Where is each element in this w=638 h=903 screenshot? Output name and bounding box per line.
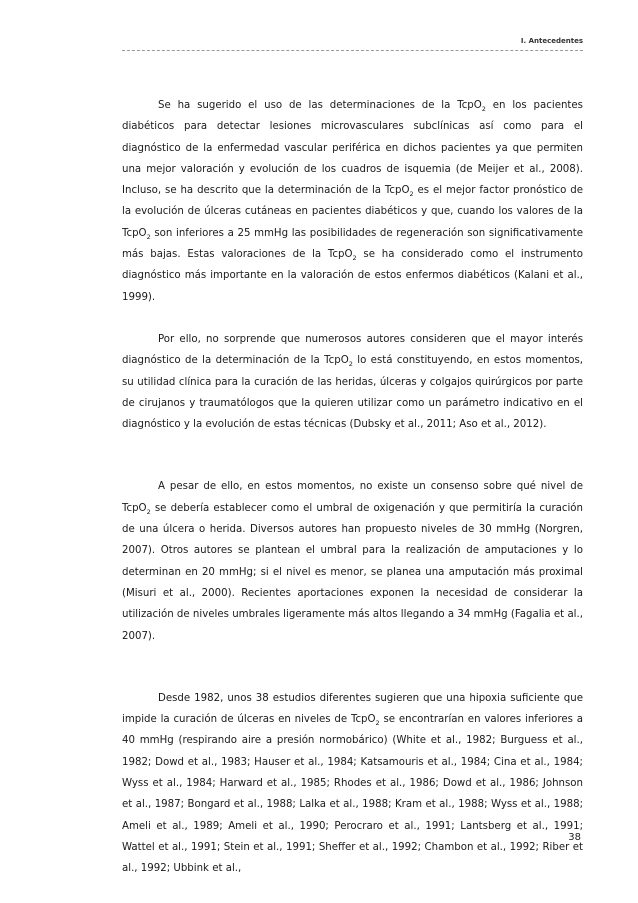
section-header: I. Antecedentes [520,37,583,45]
page-number: 38 [568,832,581,843]
paragraph-3: A pesar de ello, en estos momentos, no existe un consenso sobre qué nivel de TcpO$_2$ se debería establecer como el umbral de oxigenación y que permitiría la curación de una úlcera o herida. Diversos autores han propuesto niveles de 30 mmHg (Norgren, 2007). Otros autores se plantean el umbral para la realización de amputaciones y lo determinan en 20 mmHg; si el nivel es menor, se planea una amputación más proximal (Misuri et al., 2000). Recientes aportaciones exponen la necesidad de considerar la utilización de niveles umbrales ligeramente más altos llegando a 34 mmHg (Fagalia et al., 2007). [122,481,583,642]
paragraph-spacer [122,308,583,329]
document-body [122,95,583,880]
paragraph-2: Por ello, no sorprende que numerosos autores consideren que el mayor interés diagnóstico de la determinación de la TcpO$_2$ lo está constituyendo, en estos momentos, su utilidad clínica para la curación de las heridas, úlceras y colgajos quirúrgicos por parte de cirujanos y traumatólogos que la quieren utilizar como un parámetro indicativo en el diagnóstico y la evolución de estas técnicas (Dubsky et al., 2011; Aso et al., 2012). [122,333,583,431]
header-divider [122,50,583,51]
paragraph-4: Desde 1982, unos 38 estudios diferentes sugieren que una hipoxia suficiente que impide la curación de úlceras en niveles de TcpO$_2$ se encontrarían en valores inferiores a 40 mmHg (respirando aire a presión normobárico) (White et al., 1982; Burguess et al., 1982; Dowd et al., 1983; Hauser et al., 1984; Katsamouris et al., 1984; Cina et al., 1984; Wyss et al., 1984; Harward et al., 1985; Rhodes et al., 1986; Dowd et al., 1986; Johnson et al., 1987; Bongard et al., 1988; Lalka et al., 1988; Kram et al., 1988; Wyss et al., 1988; Ameli et al., 1989; Ameli et al., 1990; Perocraro et al., 1991; Lantsberg et al., 1991; Wattel et al., 1991; Stein et al., 1991; Sheffer et al., 1992; Chambon et al., 1992; Riber et al., 1992; Ubbink et al., [122,692,583,875]
paragraph-spacer [122,435,583,476]
paragraph-1: Se ha sugerido el uso de las determinaciones de la TcpO$_2$ en los pacientes diabéticos para detectar lesiones microvasculares subclínicas así como para el diagnóstico de la enfermedad vascular periférica en dichos pacientes ya que permiten una mejor valoración y evolución de los cuadros de isquemia (de Meijer et al., 2008). Incluso, se ha descrito que la determinación de la TcpO$_2$ es el mejor factor pronóstico de la evolución de úlceras cutáneas en pacientes diabéticos y que, cuando los valores de la TcpO$_2$ son inferiores a 25 mmHg las posibilidades de regeneración son significativamente más bajas. Estas valoraciones de la TcpO$_2$ se ha considerado como el instrumento diagnóstico más importante en la valoración de estos enfermos diabéticos (Kalani et al., 1999). [122,100,583,303]
paragraph-spacer [122,647,583,688]
